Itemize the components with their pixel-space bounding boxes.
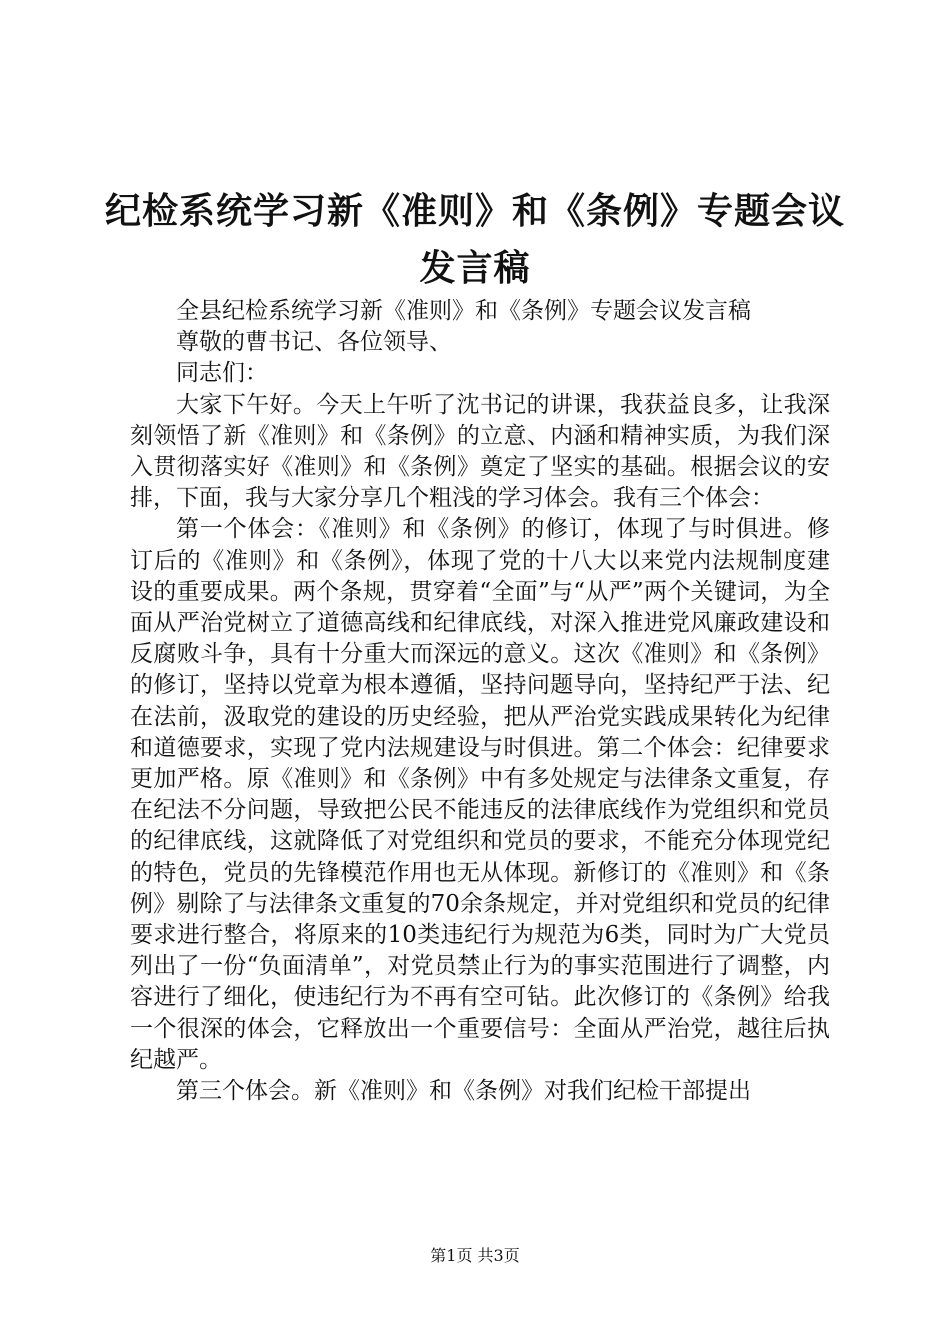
body-paragraph-third-insight: 第三个体会。新《准则》和《条例》对我们纪检干部提出 [176,1078,751,1105]
body-paragraph-greeting: 同志们： [176,360,268,387]
document-body [130,296,830,1107]
body-paragraph-first-insight: 第一个体会：《准则》和《条例》的修订，体现了与时俱进。修订后的《准则》和《条例》，体现了党的十八大以来党内法规制度建设的重要成果。两个条规，贯穿着“全面”与“从严”两个关键词，为全面从严治党树立了道德高线和纪律底线，对深入推进党风廉政建设和反腐败斗争，具有十分重大而深远的意义。这次《准则》和《条例》的修订，坚持以党章为根本遵循，坚持问题导向，坚持纪严于法、纪在法前，汲取党的建设的历史经验，把从严治党实践成果转化为纪律和道德要求，实现了党内法规建设与时俱进。第二个体会：纪律要求更加严格。原《准则》和《条例》中有多处规定与法律条文重复，存在纪法不分问题，导致把公民不能违反的法律底线作为党组织和党员的纪律底线，这就降低了对党组织和党员的要求，不能充分体现党纪的特色，党员的先锋模范作用也无从体现。新修订的《准则》和《条例》剔除了与法律条文重复的70余条规定，并对党组织和党员的纪律要求进行整合，将原来的10类违纪行为规范为6类，同时为广大党员列出了一份“负面清单”，对党员禁止行为的事实范围进行了调整，内容进行了细化，使违纪行为不再有空可钻。此次修订的《条例》给我一个很深的体会，它释放出一个重要信号：全面从严治党，越往后执纪越严。 [130,516,830,1073]
body-paragraph-heading: 全县纪检系统学习新《准则》和《条例》专题会议发言稿 [176,298,751,324]
body-paragraph-intro: 大家下午好。今天上午听了沈书记的讲课，我获益良多，让我深刻领悟了新《准则》和《条例》的立意、内涵和精神实质，为我们深入贯彻落实好《准则》和《条例》奠定了坚实的基础。根据会议的安排，下面，我与大家分享几个粗浅的学习体会。我有三个体会： [130,391,830,512]
body-paragraph-salutation: 尊敬的曹书记、各位领导、 [176,329,452,356]
document-title-line-2: 发言稿 [419,248,531,289]
document-title-line-1: 纪检系统学习新《准则》和《条例》专题会议 [104,191,845,232]
page-number-footer: 第1页 共3页 [430,1246,520,1265]
